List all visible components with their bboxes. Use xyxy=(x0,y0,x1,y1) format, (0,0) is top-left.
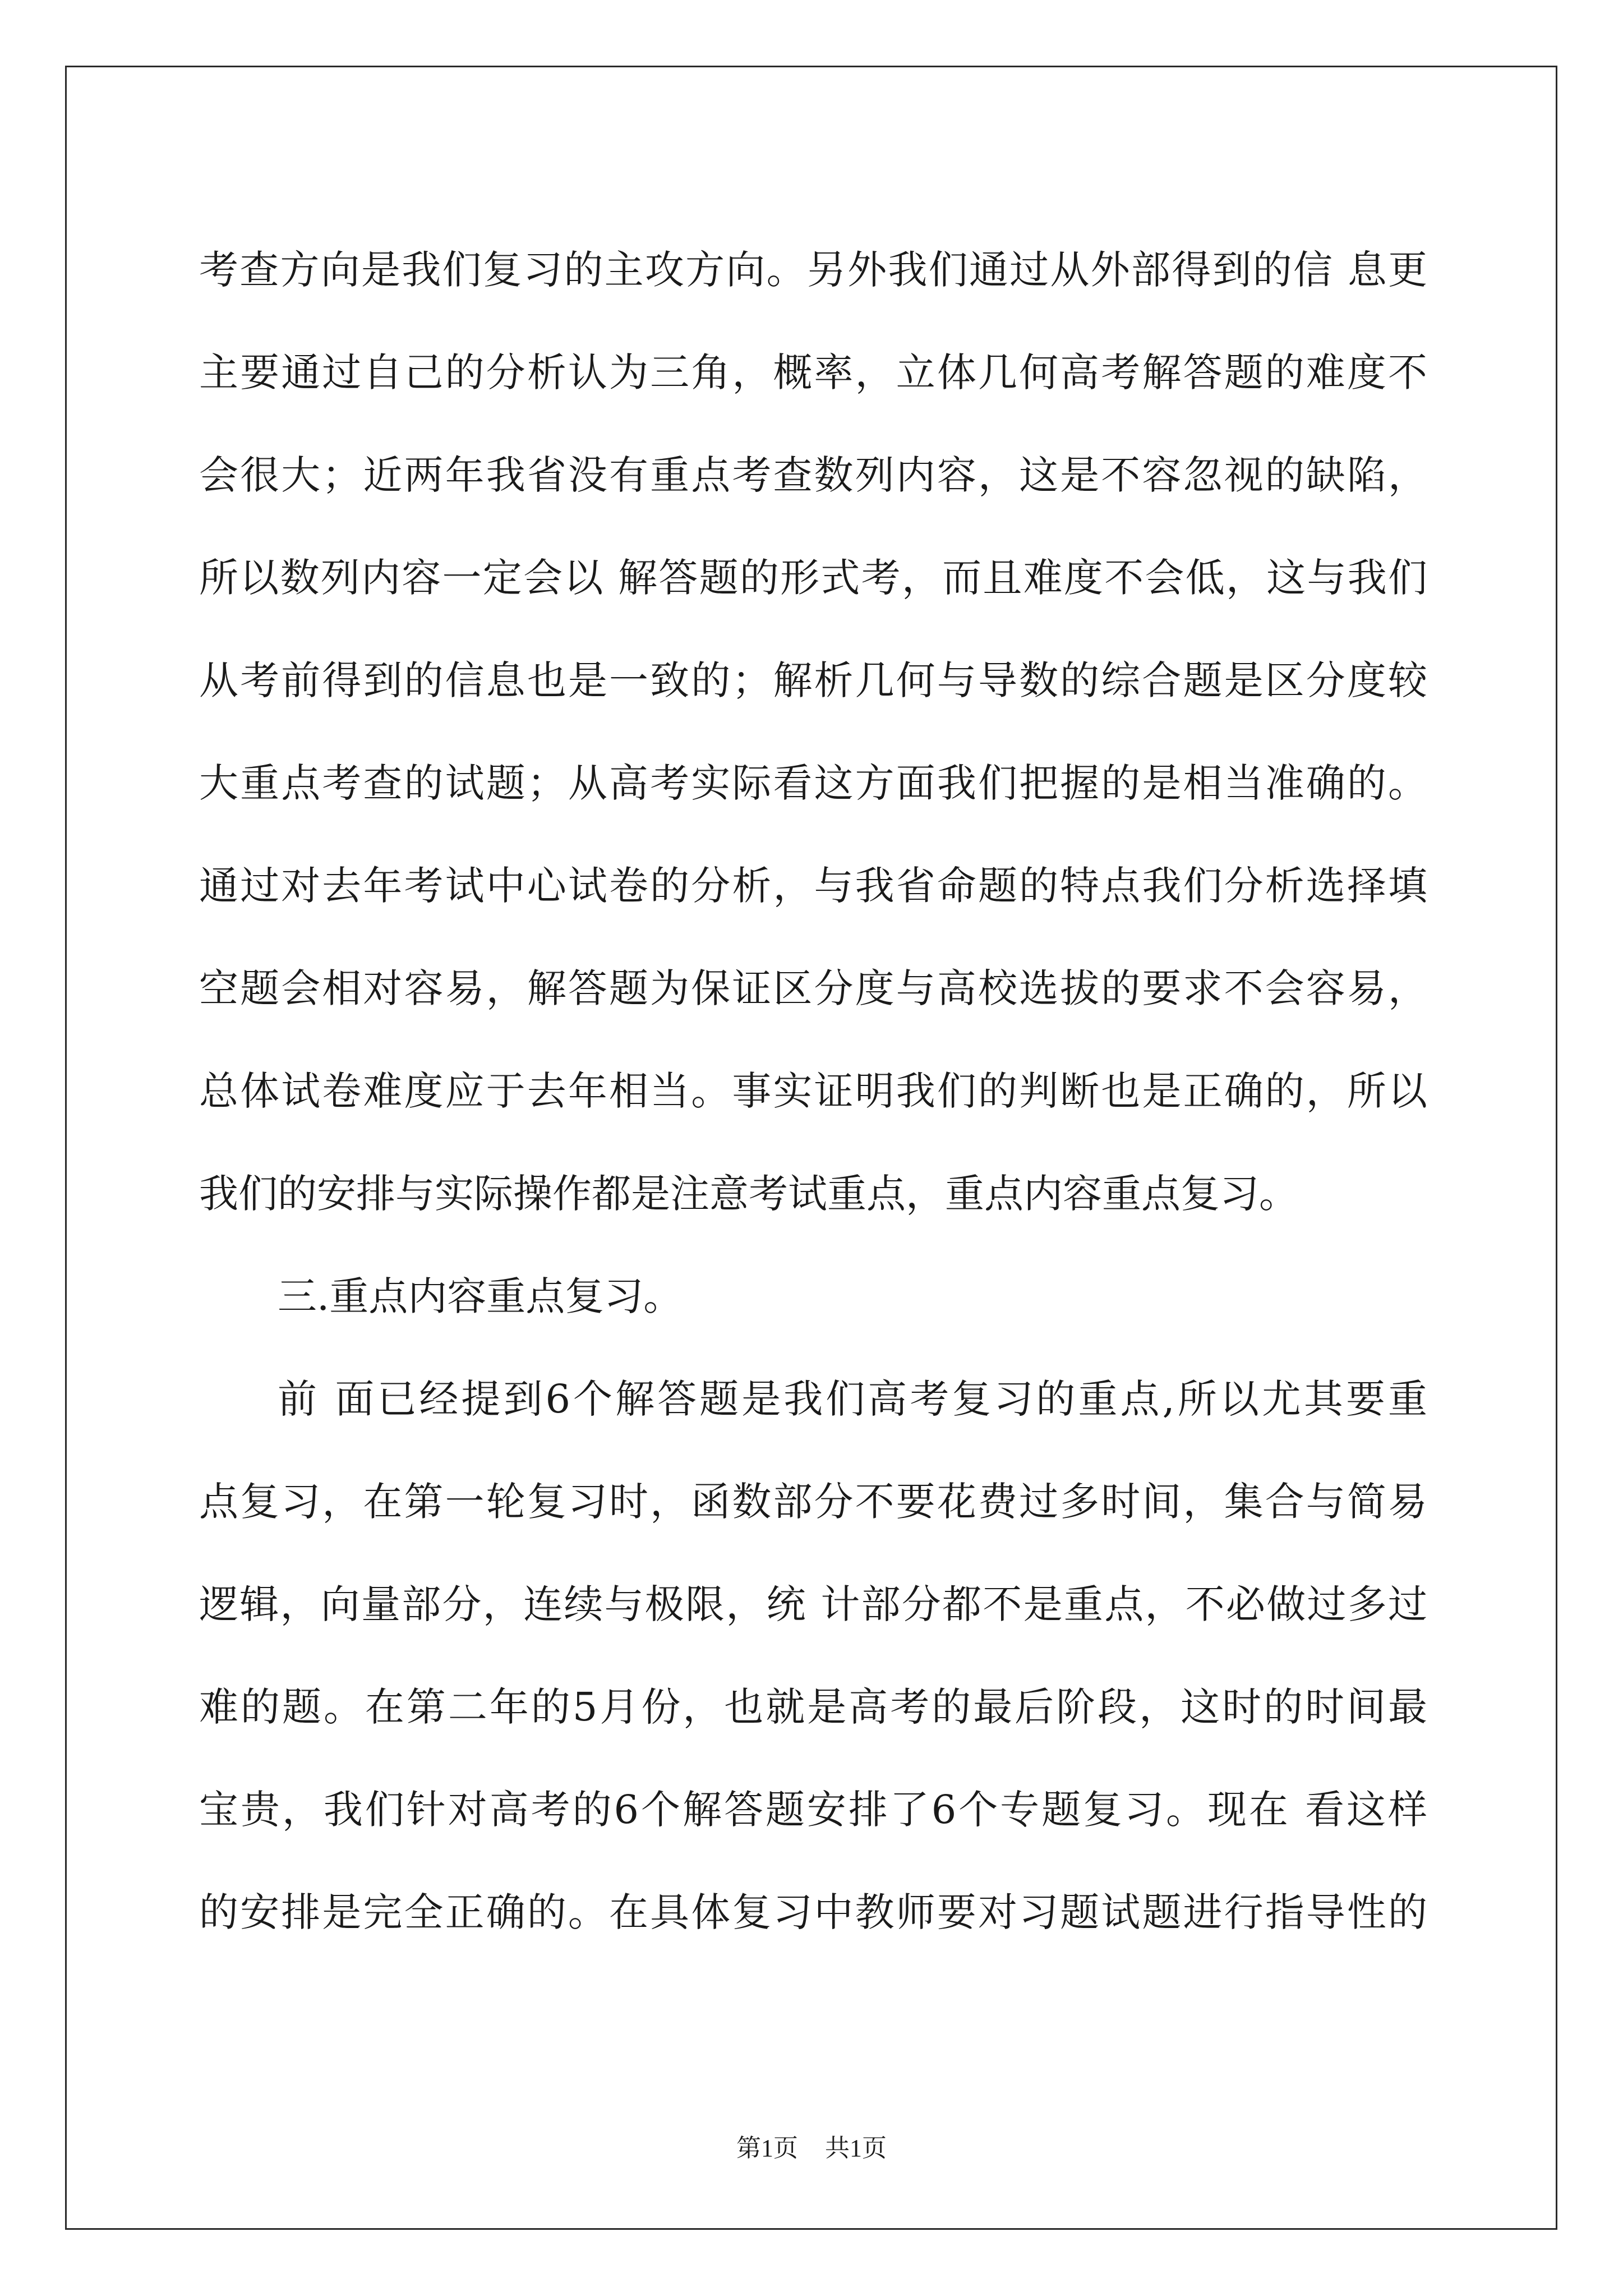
text-line: 的安排是完全正确的。在具体复习中教师要对习题试题进行指导性的 xyxy=(199,1889,1427,1935)
text-line: 逻辑，向量部分，连续与极限，统 计部分都不是重点，不必做过多过 xyxy=(199,1581,1427,1627)
document-body xyxy=(199,219,1427,1964)
text-line: 大重点考查的试题；从高考实际看这方面我们把握的是相当准确的。 xyxy=(199,760,1427,806)
text-line: 前 面已经提到6个解答题是我们高考复习的重点,所以尤其要重 xyxy=(278,1376,1427,1422)
text-line: 所以数列内容一定会以 解答题的形式考，而且难度不会低，这与我们 xyxy=(199,555,1427,601)
section-heading: 三.重点内容重点复习。 xyxy=(278,1273,683,1319)
page-number: 第1页 xyxy=(736,2134,798,2162)
text-line: 点复习，在第一轮复习时，函数部分不要花费过多时间，集合与简易 xyxy=(199,1479,1427,1525)
text-line: 宝贵，我们针对高考的6个解答题安排了6个专题复习。现在 看这样 xyxy=(199,1787,1427,1833)
text-line: 空题会相对容易，解答题为保证区分度与高校选拔的要求不会容易， xyxy=(199,965,1427,1011)
text-line: 考查方向是我们复习的主攻方向。另外我们通过从外部得到的信 息更 xyxy=(199,247,1427,293)
text-line: 会很大；近两年我省没有重点考查数列内容，这是不容忽视的缺陷， xyxy=(199,452,1427,498)
text-line: 我们的安排与实际操作都是注意考试重点，重点内容重点复习。 xyxy=(199,1171,1298,1217)
text-line: 难的题。在第二年的5月份，也就是高考的最后阶段，这时的时间最 xyxy=(199,1684,1427,1730)
text-line: 从考前得到的信息也是一致的；解析几何与导数的综合题是区分度较 xyxy=(199,657,1427,703)
page-total: 共1页 xyxy=(825,2134,887,2162)
text-line: 主要通过自己的分析认为三角，概率，立体几何高考解答题的难度不 xyxy=(199,349,1427,395)
text-line: 通过对去年考试中心试卷的分析，与我省命题的特点我们分析选择填 xyxy=(199,863,1427,909)
page-footer xyxy=(0,2132,1623,2165)
text-line: 总体试卷难度应于去年相当。事实证明我们的判断也是正确的，所以 xyxy=(199,1068,1427,1114)
